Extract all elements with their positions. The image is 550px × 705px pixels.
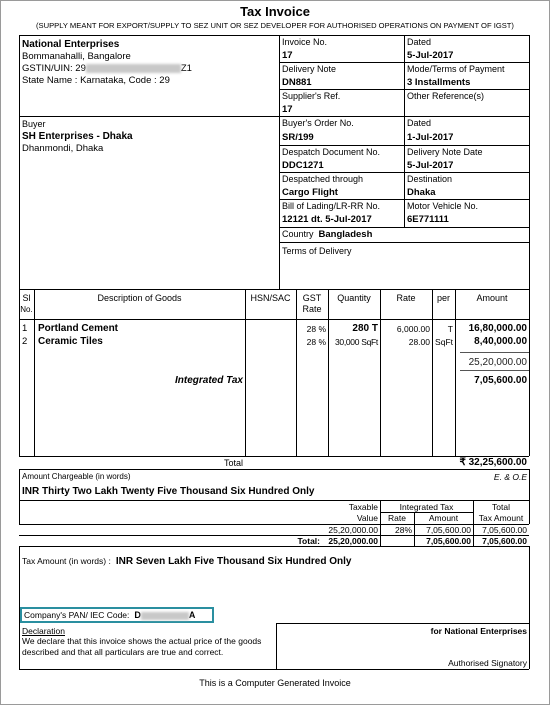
seller-name: National Enterprises bbox=[22, 39, 120, 50]
supplier-ref-label: Supplier's Ref. bbox=[282, 91, 341, 101]
vehicle: 6E771111 bbox=[407, 214, 449, 225]
order-dated: 1-Jul-2017 bbox=[407, 132, 454, 143]
delivery-note-label: Delivery Note bbox=[282, 64, 337, 74]
pan-prefix: D bbox=[134, 610, 141, 620]
supplier-ref: 17 bbox=[282, 104, 293, 115]
buyer-address: Dhanmondi, Dhaka bbox=[22, 143, 104, 154]
authorised-signatory: Authorised Signatory bbox=[448, 658, 527, 668]
tax-amount-header: Amount bbox=[428, 513, 459, 523]
tax-row-total: 7,05,600.00 bbox=[482, 525, 527, 535]
delivery-date: 5-Jul-2017 bbox=[407, 160, 454, 171]
payment-value: 3 Installments bbox=[407, 77, 471, 88]
buyer-order: SR/199 bbox=[282, 132, 314, 143]
row2-gst: 28 % bbox=[306, 337, 326, 347]
amount-words: INR Thirty Two Lakh Twenty Five Thousand Six Hundred Only bbox=[22, 486, 315, 497]
tax-integrated-header: Integrated Tax bbox=[399, 502, 454, 512]
delivery-date-label: Delivery Note Date bbox=[407, 147, 483, 157]
vehicle-label: Motor Vehicle No. bbox=[407, 201, 479, 211]
invoice-no-label: Invoice No. bbox=[282, 37, 328, 47]
tax-words: INR Seven Lakh Five Thousand Six Hundred Only bbox=[115, 556, 352, 567]
total-label: Total bbox=[223, 458, 243, 468]
row2-per: SqFt bbox=[435, 337, 453, 347]
dated-label: Dated bbox=[407, 37, 432, 47]
pan-box bbox=[20, 607, 214, 623]
row1-per: T bbox=[447, 324, 453, 334]
declaration-text: We declare that this invoice shows the actual price of the goods described and that all particulars are true and correct. bbox=[22, 636, 262, 657]
buyer-name: SH Enterprises - Dhaka bbox=[22, 131, 133, 142]
grand-total: ₹ 32,25,600.00 bbox=[459, 457, 527, 468]
order-dated-label: Dated bbox=[407, 118, 432, 128]
tax-total-total: 7,05,600.00 bbox=[482, 536, 527, 546]
invoice-title: Tax Invoice bbox=[240, 4, 310, 19]
seller-block bbox=[22, 38, 192, 87]
gstin-suffix: Z1 bbox=[180, 63, 192, 74]
tax-total-header: Total Tax Amount bbox=[478, 502, 524, 523]
tax-row-value: 25,20,000.00 bbox=[328, 525, 378, 535]
row2-sl: 2 bbox=[22, 336, 28, 347]
signature-for: for National Enterprises bbox=[430, 626, 527, 636]
dated-value: 5-Jul-2017 bbox=[407, 50, 454, 61]
tax-total-label: Total: bbox=[297, 536, 320, 546]
seller-address: Bommanahalli, Bangalore bbox=[22, 51, 131, 62]
footer-text: This is a Computer Generated Invoice bbox=[199, 678, 351, 688]
declaration-title: Declaration bbox=[22, 626, 65, 636]
delivery-note: DN881 bbox=[282, 77, 312, 88]
bill-of-lading: 12121 dt. 5-Jul-2017 bbox=[282, 214, 372, 225]
pan-suffix: A bbox=[188, 610, 196, 620]
terms-label: Terms of Delivery bbox=[282, 246, 352, 256]
integrated-tax-amount: 7,05,600.00 bbox=[474, 375, 527, 386]
tax-row-rate: 28% bbox=[394, 525, 412, 535]
bill-of-lading-label: Bill of Lading/LR-RR No. bbox=[282, 201, 381, 211]
buyer-block bbox=[22, 119, 133, 155]
despatched-through: Cargo Flight bbox=[282, 187, 338, 198]
row1-amount: 16,80,000.00 bbox=[468, 323, 527, 334]
header-amount: Amount bbox=[476, 293, 508, 303]
integrated-tax-label: Integrated Tax bbox=[175, 375, 243, 386]
header-sl: Sl No. bbox=[20, 293, 33, 314]
header-rate: Rate bbox=[396, 293, 416, 303]
row1-description: Portland Cement bbox=[38, 323, 119, 334]
row2-quantity: 30,000 SqFt bbox=[334, 337, 378, 347]
destination: Dhaka bbox=[407, 187, 436, 198]
despatch-doc: DDC1271 bbox=[282, 160, 324, 171]
tax-taxable-header: Taxable Value bbox=[348, 502, 378, 523]
row2-description: Ceramic Tiles bbox=[38, 336, 103, 347]
header-per: per bbox=[436, 293, 450, 303]
row1-rate: 6,000.00 bbox=[396, 324, 430, 334]
buyer-label: Buyer bbox=[22, 119, 46, 129]
tax-words-label: Tax Amount (in words) : bbox=[22, 556, 111, 566]
destination-label: Destination bbox=[407, 174, 453, 184]
row1-quantity: 280 T bbox=[352, 323, 378, 334]
header-description: Description of Goods bbox=[97, 293, 182, 303]
country: Bangladesh bbox=[318, 229, 373, 240]
tax-total-value: 25,20,000.00 bbox=[328, 536, 378, 546]
gstin-prefix: GSTIN/UIN: 29 bbox=[22, 63, 86, 74]
country-row bbox=[282, 229, 372, 241]
tax-total-amount: 7,05,600.00 bbox=[426, 536, 471, 546]
header-gst: GST Rate bbox=[302, 293, 322, 314]
row2-amount: 8,40,000.00 bbox=[474, 336, 527, 347]
header-quantity: Quantity bbox=[337, 293, 371, 303]
amount-words-label: Amount Chargeable (in words) bbox=[22, 472, 131, 481]
tax-rate-header: Rate bbox=[388, 513, 406, 523]
header-hsn: HSN/SAC bbox=[250, 293, 291, 303]
pan-label: Company's PAN/ IEC Code: bbox=[24, 610, 130, 620]
row1-sl: 1 bbox=[22, 323, 28, 334]
tax-row-amount: 7,05,600.00 bbox=[426, 525, 471, 535]
invoice-no: 17 bbox=[282, 50, 293, 61]
despatch-doc-label: Despatch Document No. bbox=[282, 147, 381, 157]
other-ref-label: Other Reference(s) bbox=[407, 91, 485, 101]
despatched-through-label: Despatched through bbox=[282, 174, 364, 184]
eoe: E. & O.E bbox=[493, 472, 527, 482]
row1-gst: 28 % bbox=[306, 324, 326, 334]
subtotal: 25,20,000.00 bbox=[468, 357, 527, 368]
country-label: Country bbox=[282, 229, 314, 239]
buyer-order-label: Buyer's Order No. bbox=[282, 118, 354, 128]
seller-gstin bbox=[22, 63, 192, 75]
row2-rate: 28.00 bbox=[408, 337, 430, 347]
invoice-subtitle: (SUPPLY MEANT FOR EXPORT/SUPPLY TO SEZ UNIT OR SEZ DEVELOPER FOR AUTHORISED OPERATIONS ON PAYMENT OF IGST) bbox=[36, 21, 514, 30]
seller-state: State Name : Karnataka, Code : 29 bbox=[22, 75, 170, 86]
tax-words-row bbox=[22, 556, 351, 567]
payment-label: Mode/Terms of Payment bbox=[407, 64, 505, 74]
